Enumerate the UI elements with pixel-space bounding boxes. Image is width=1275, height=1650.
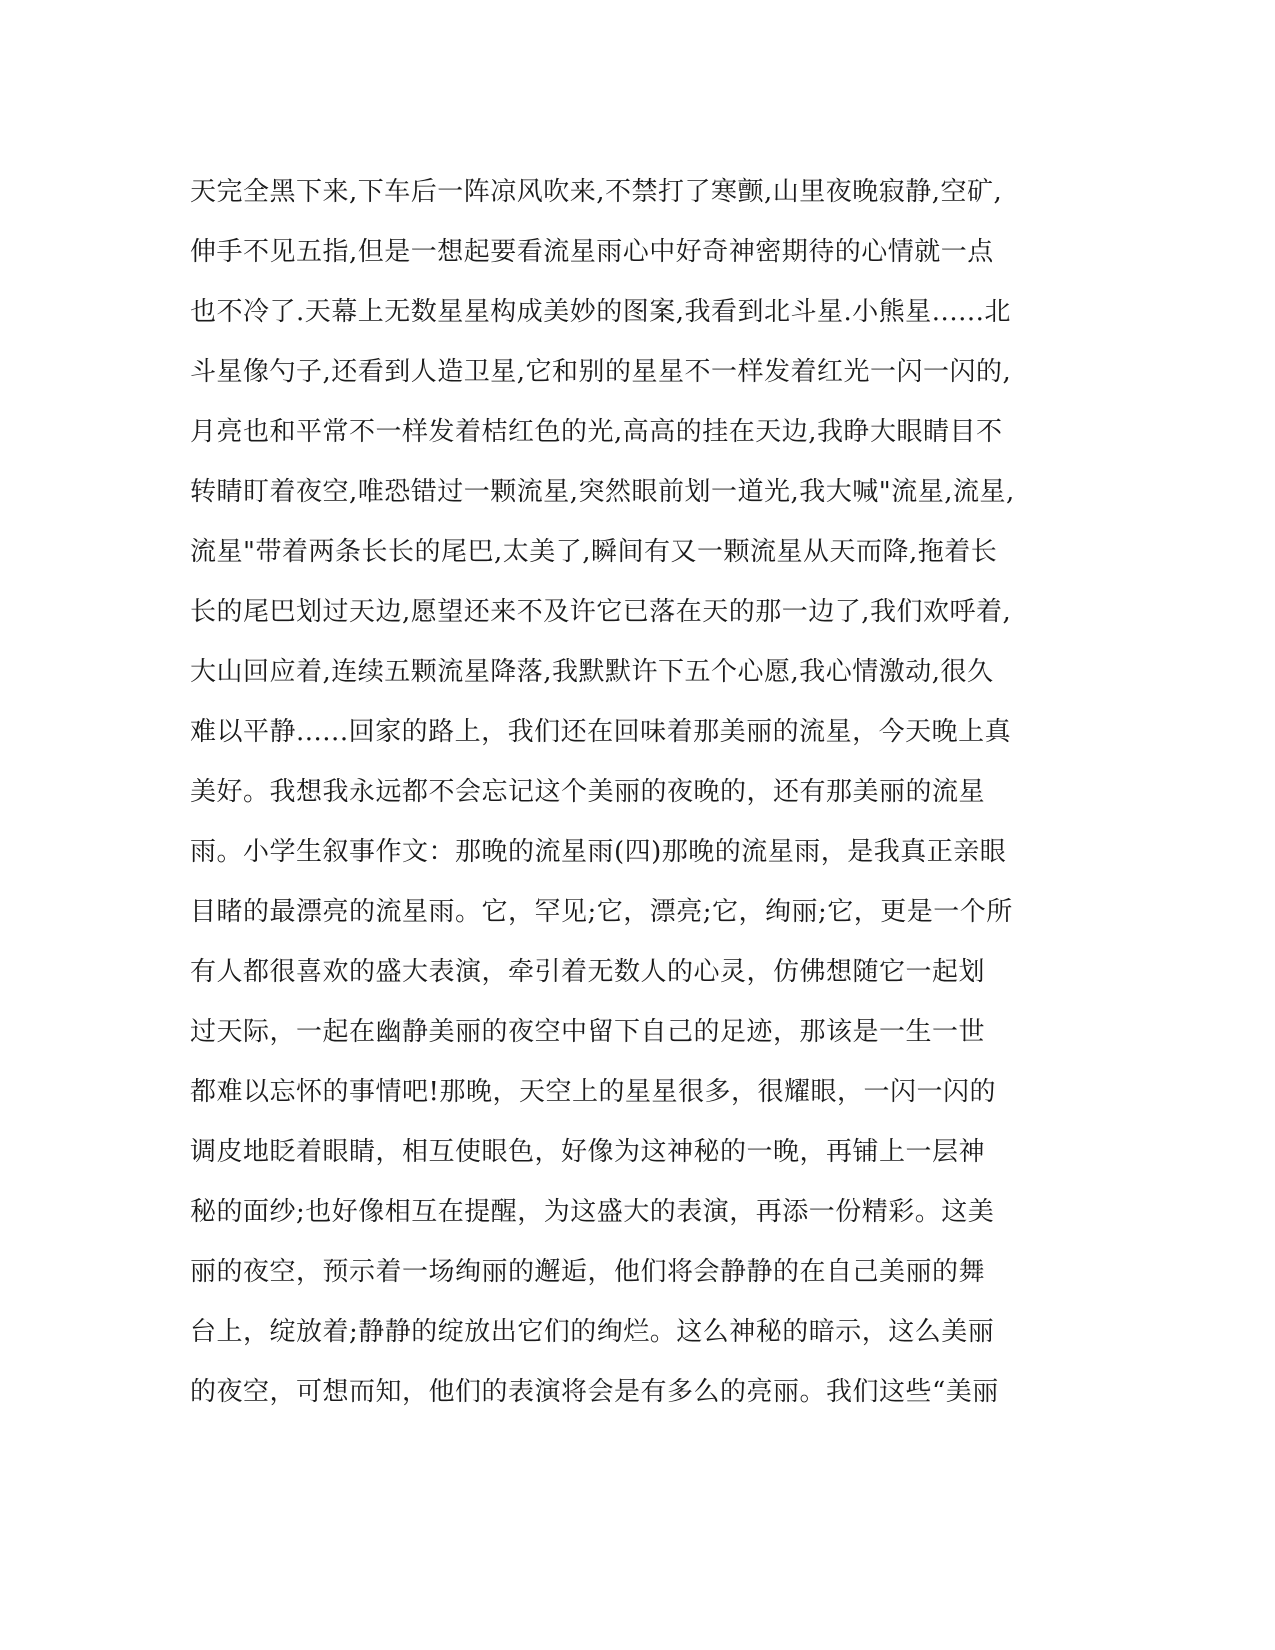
text-line: 转睛盯着夜空,唯恐错过一颗流星,突然眼前划一道光,我大喊"流星,流星, bbox=[190, 477, 1015, 507]
text-line: 长的尾巴划过天边,愿望还来不及许它已落在天的那一边了,我们欢呼着, bbox=[190, 597, 1012, 627]
text-line: 美好。我想我永远都不会忘记这个美丽的夜晚的，还有那美丽的流星 bbox=[190, 777, 986, 807]
text-line: 有人都很喜欢的盛大表演，牵引着无数人的心灵，仿佛想随它一起划 bbox=[190, 957, 986, 987]
text-line: 月亮也和平常不一样发着桔红色的光,高高的挂在天边,我睁大眼睛目不 bbox=[190, 417, 1003, 447]
text-line: 丽的夜空，预示着一场绚丽的邂逅，他们将会静静的在自己美丽的舞 bbox=[190, 1257, 986, 1287]
text-line: 雨。小学生叙事作文：那晚的流星雨(四)那晚的流星雨，是我真正亲眼 bbox=[190, 837, 1007, 867]
text-line: 流星"带着两条长长的尾巴,太美了,瞬间有又一颗流星从天而降,拖着长 bbox=[190, 537, 998, 567]
text-line: 调皮地眨着眼睛，相互使眼色，好像为这神秘的一晚，再铺上一层神 bbox=[190, 1137, 986, 1167]
text-line: 台上，绽放着;静静的绽放出它们的绚烂。这么神秘的暗示，这么美丽 bbox=[190, 1317, 995, 1347]
text-line: 大山回应着,连续五颗流星降落,我默默许下五个心愿,我心情激动,很久 bbox=[190, 657, 994, 687]
text-line: 都难以忘怀的事情吧!那晚，天空上的星星很多，很耀眼，一闪一闪的 bbox=[190, 1077, 996, 1107]
text-line: 也不冷了.天幕上无数星星构成美妙的图案,我看到北斗星.小熊星......北 bbox=[190, 297, 1011, 327]
text-line: 天完全黑下来,下车后一阵凉风吹来,不禁打了寒颤,山里夜晚寂静,空矿, bbox=[190, 177, 1003, 207]
text-line: 的夜空，可想而知，他们的表演将会是有多么的亮丽。我们这些“美丽 bbox=[190, 1377, 999, 1407]
text-line: 斗星像勺子,还看到人造卫星,它和别的星星不一样发着红光一闪一闪的, bbox=[190, 357, 1012, 387]
text-line: 伸手不见五指,但是一想起要看流星雨心中好奇神密期待的心情就一点 bbox=[190, 237, 994, 267]
text-line: 目睹的最漂亮的流星雨。它，罕见;它，漂亮;它，绚丽;它，更是一个所 bbox=[190, 897, 1013, 927]
text-line: 秘的面纱;也好像相互在提醒，为这盛大的表演，再添一份精彩。这美 bbox=[190, 1197, 995, 1227]
body-text bbox=[190, 162, 1090, 1422]
text-line: 难以平静......回家的路上，我们还在回味着那美丽的流星，今天晚上真 bbox=[190, 717, 1012, 747]
text-line: 过天际，一起在幽静美丽的夜空中留下自己的足迹，那该是一生一世 bbox=[190, 1017, 986, 1047]
